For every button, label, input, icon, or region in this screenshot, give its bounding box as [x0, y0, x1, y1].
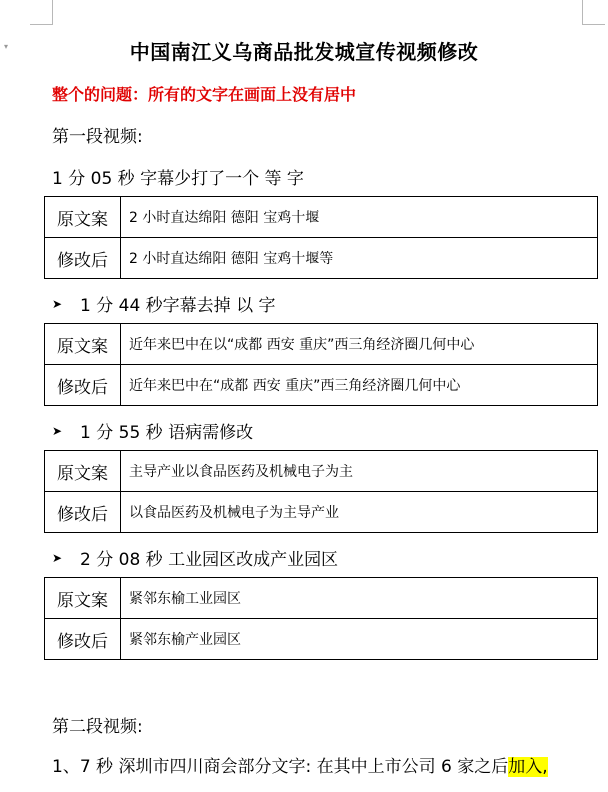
original-label: 原文案	[45, 578, 121, 619]
section2-heading: 第二段视频:	[52, 717, 143, 737]
arrow-bullet-icon: ➤	[52, 296, 63, 311]
overall-issue-note: 整个的问题：所有的文字在画面上没有居中	[52, 85, 357, 104]
revised-label: 修改后	[45, 492, 121, 533]
table-row	[45, 492, 598, 533]
original-text: 紧邻东榆工业园区	[121, 578, 598, 619]
item3-heading	[52, 418, 253, 443]
revised-text: 2 小时直达绵阳 德阳 宝鸡十堰等	[121, 238, 598, 279]
section1-heading: 第一段视频:	[52, 127, 143, 147]
highlighted-text: 加入,	[508, 757, 548, 777]
arrow-bullet-icon: ➤	[52, 550, 63, 565]
revised-label: 修改后	[45, 619, 121, 660]
table-row	[45, 238, 598, 279]
item4-heading	[52, 545, 338, 570]
table-row	[45, 451, 598, 492]
original-label: 原文案	[45, 197, 121, 238]
revised-text: 近年来巴中在“成都 西安 重庆”西三角经济圈几何中心	[121, 365, 598, 406]
original-label: 原文案	[45, 324, 121, 365]
revised-label: 修改后	[45, 365, 121, 406]
arrow-bullet-icon: ➤	[52, 423, 63, 438]
item1-comparison-table	[44, 196, 598, 279]
table-row	[45, 619, 598, 660]
original-text: 2 小时直达绵阳 德阳 宝鸡十堰	[121, 197, 598, 238]
item4-comparison-table	[44, 577, 598, 660]
page-corner-marker	[30, 0, 53, 25]
page-corner-marker-right	[582, 0, 605, 25]
section2-line1	[52, 752, 548, 777]
side-marker-icon: ▾	[4, 42, 9, 51]
item3-comparison-table	[44, 450, 598, 533]
original-text: 主导产业以食品医药及机械电子为主	[121, 451, 598, 492]
item2-heading	[52, 291, 275, 316]
table-row	[45, 197, 598, 238]
original-text: 近年来巴中在以“成都 西安 重庆”西三角经济圈几何中心	[121, 324, 598, 365]
table-row	[45, 324, 598, 365]
item4-time-note: 2 分 08 秒 工业园区改成产业园区	[80, 550, 339, 570]
document-title: 中国南江义乌商品批发城宣传视频修改	[129, 40, 479, 64]
revised-text: 以食品医药及机械电子为主导产业	[121, 492, 598, 533]
table-row	[45, 578, 598, 619]
original-label: 原文案	[45, 451, 121, 492]
item2-comparison-table	[44, 323, 598, 406]
revised-label: 修改后	[45, 238, 121, 279]
table-row	[45, 365, 598, 406]
revised-text: 紧邻东榆产业园区	[121, 619, 598, 660]
section2-line1-text: 1、7 秒 深圳市四川商会部分文字: 在其中上市公司 6 家之后	[52, 757, 509, 777]
item3-time-note: 1 分 55 秒 语病需修改	[80, 423, 254, 443]
item1-time-note: 1 分 05 秒 字幕少打了一个 等 字	[52, 169, 304, 189]
item2-time-note: 1 分 44 秒字幕去掉 以 字	[80, 296, 276, 316]
